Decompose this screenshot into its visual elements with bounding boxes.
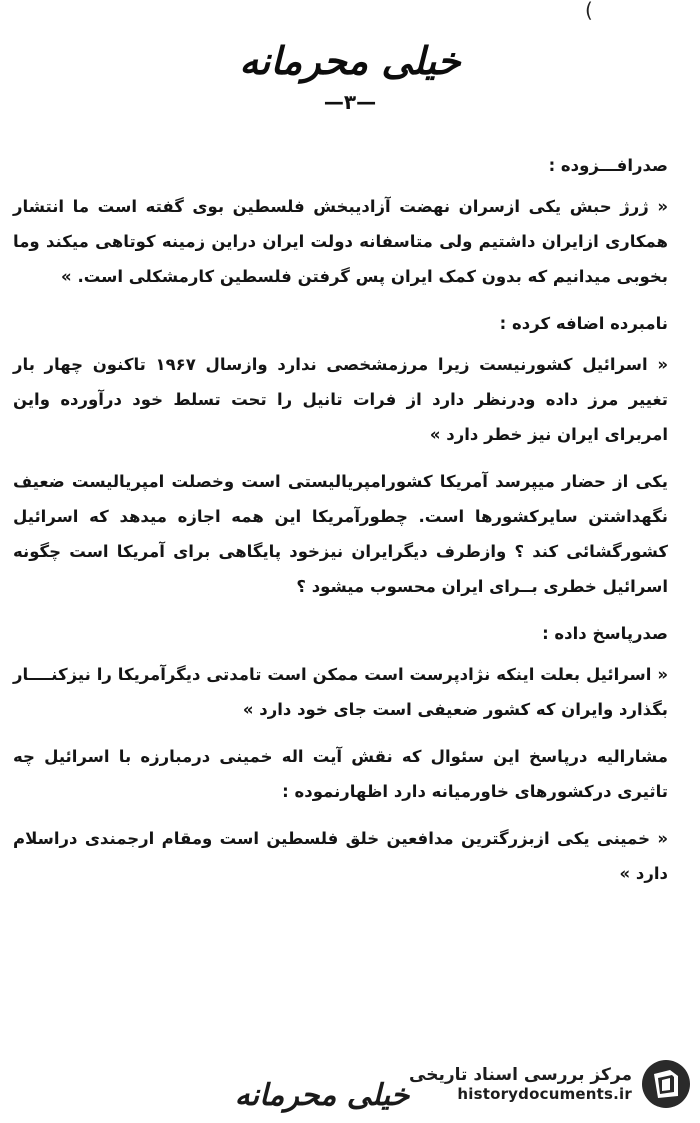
watermark — [402, 1055, 692, 1113]
body-paragraph: یکی از حضار میپرسد آمریکا کشورامپریالیستی است وخصلت امپریالیست ضعیف نگهداشتن سایرکشورها است. چطورآمریکا این همه اجازه میدهد که اسرائیل کشورگشائی کند ؟ وازطرف دیگرایران نیزخود پایگاهی برای آمریکا است چگونه اسرائیل خطری بــرای ایران محسوب میشود ؟ — [13, 472, 668, 596]
classification-footer: خیلی محرمانه — [234, 1078, 410, 1113]
quote-paragraph: « اسرائیل بعلت اینکه نژادپرست است ممکن است تامدتی دیگرآمریکا را نیزکنــــار بگذارد وایران که کشور ضعیفی است جای خود دارد » — [13, 665, 668, 719]
section-heading: صدرپاسخ داده : — [542, 624, 668, 643]
quote-paragraph: « اسرائیل کشورنیست زیرا مرزمشخصی ندارد وازسال ۱۹۶۷ تاکنون چهار بار تغییر مرز داده ودرنظر دارد از فرات تانیل را تحت تسلط خود درآورده واین امربرای ایران نیز خطر دارد » — [13, 355, 668, 444]
quote-paragraph: « خمینی یکی ازبزرگترین مدافعین خلق فلسطین است ومقام ارجمندی دراسلام دارد » — [13, 829, 668, 883]
quote-paragraph: « ژرژ حبش یکی ازسران نهضت آزادیبخش فلسطین بوی گفته است ما انتشار همکاری ازایران داشتیم ولی متاسفانه دولت ایران دراین زمینه کوتاهی میکند وما بخوبی میدانیم که بدون کمک ایران پس گرفتن فلسطین کارمشکلی است. » — [13, 197, 668, 286]
document-archive-icon — [640, 1058, 692, 1110]
classification-header: خیلی محرمانه — [239, 38, 461, 83]
section-heading: صدرافـــزوده : — [548, 156, 668, 175]
watermark-text — [409, 1065, 632, 1103]
document-body — [13, 148, 668, 903]
section-heading: نامبرده اضافه کرده : — [499, 314, 668, 333]
page-number: —۳— — [323, 90, 377, 114]
corner-mark: ( — [585, 0, 593, 22]
watermark-url: historydocuments.ir — [457, 1085, 632, 1103]
body-paragraph: مشارالیه درپاسخ این سئوال که نقش آیت اله خمینی درمبارزه با اسرائیل چه تاثیری درکشورهای خاورمیانه دارد اظهارنموده : — [13, 747, 668, 801]
watermark-title: مرکز بررسی اسناد تاریخی — [409, 1065, 632, 1085]
